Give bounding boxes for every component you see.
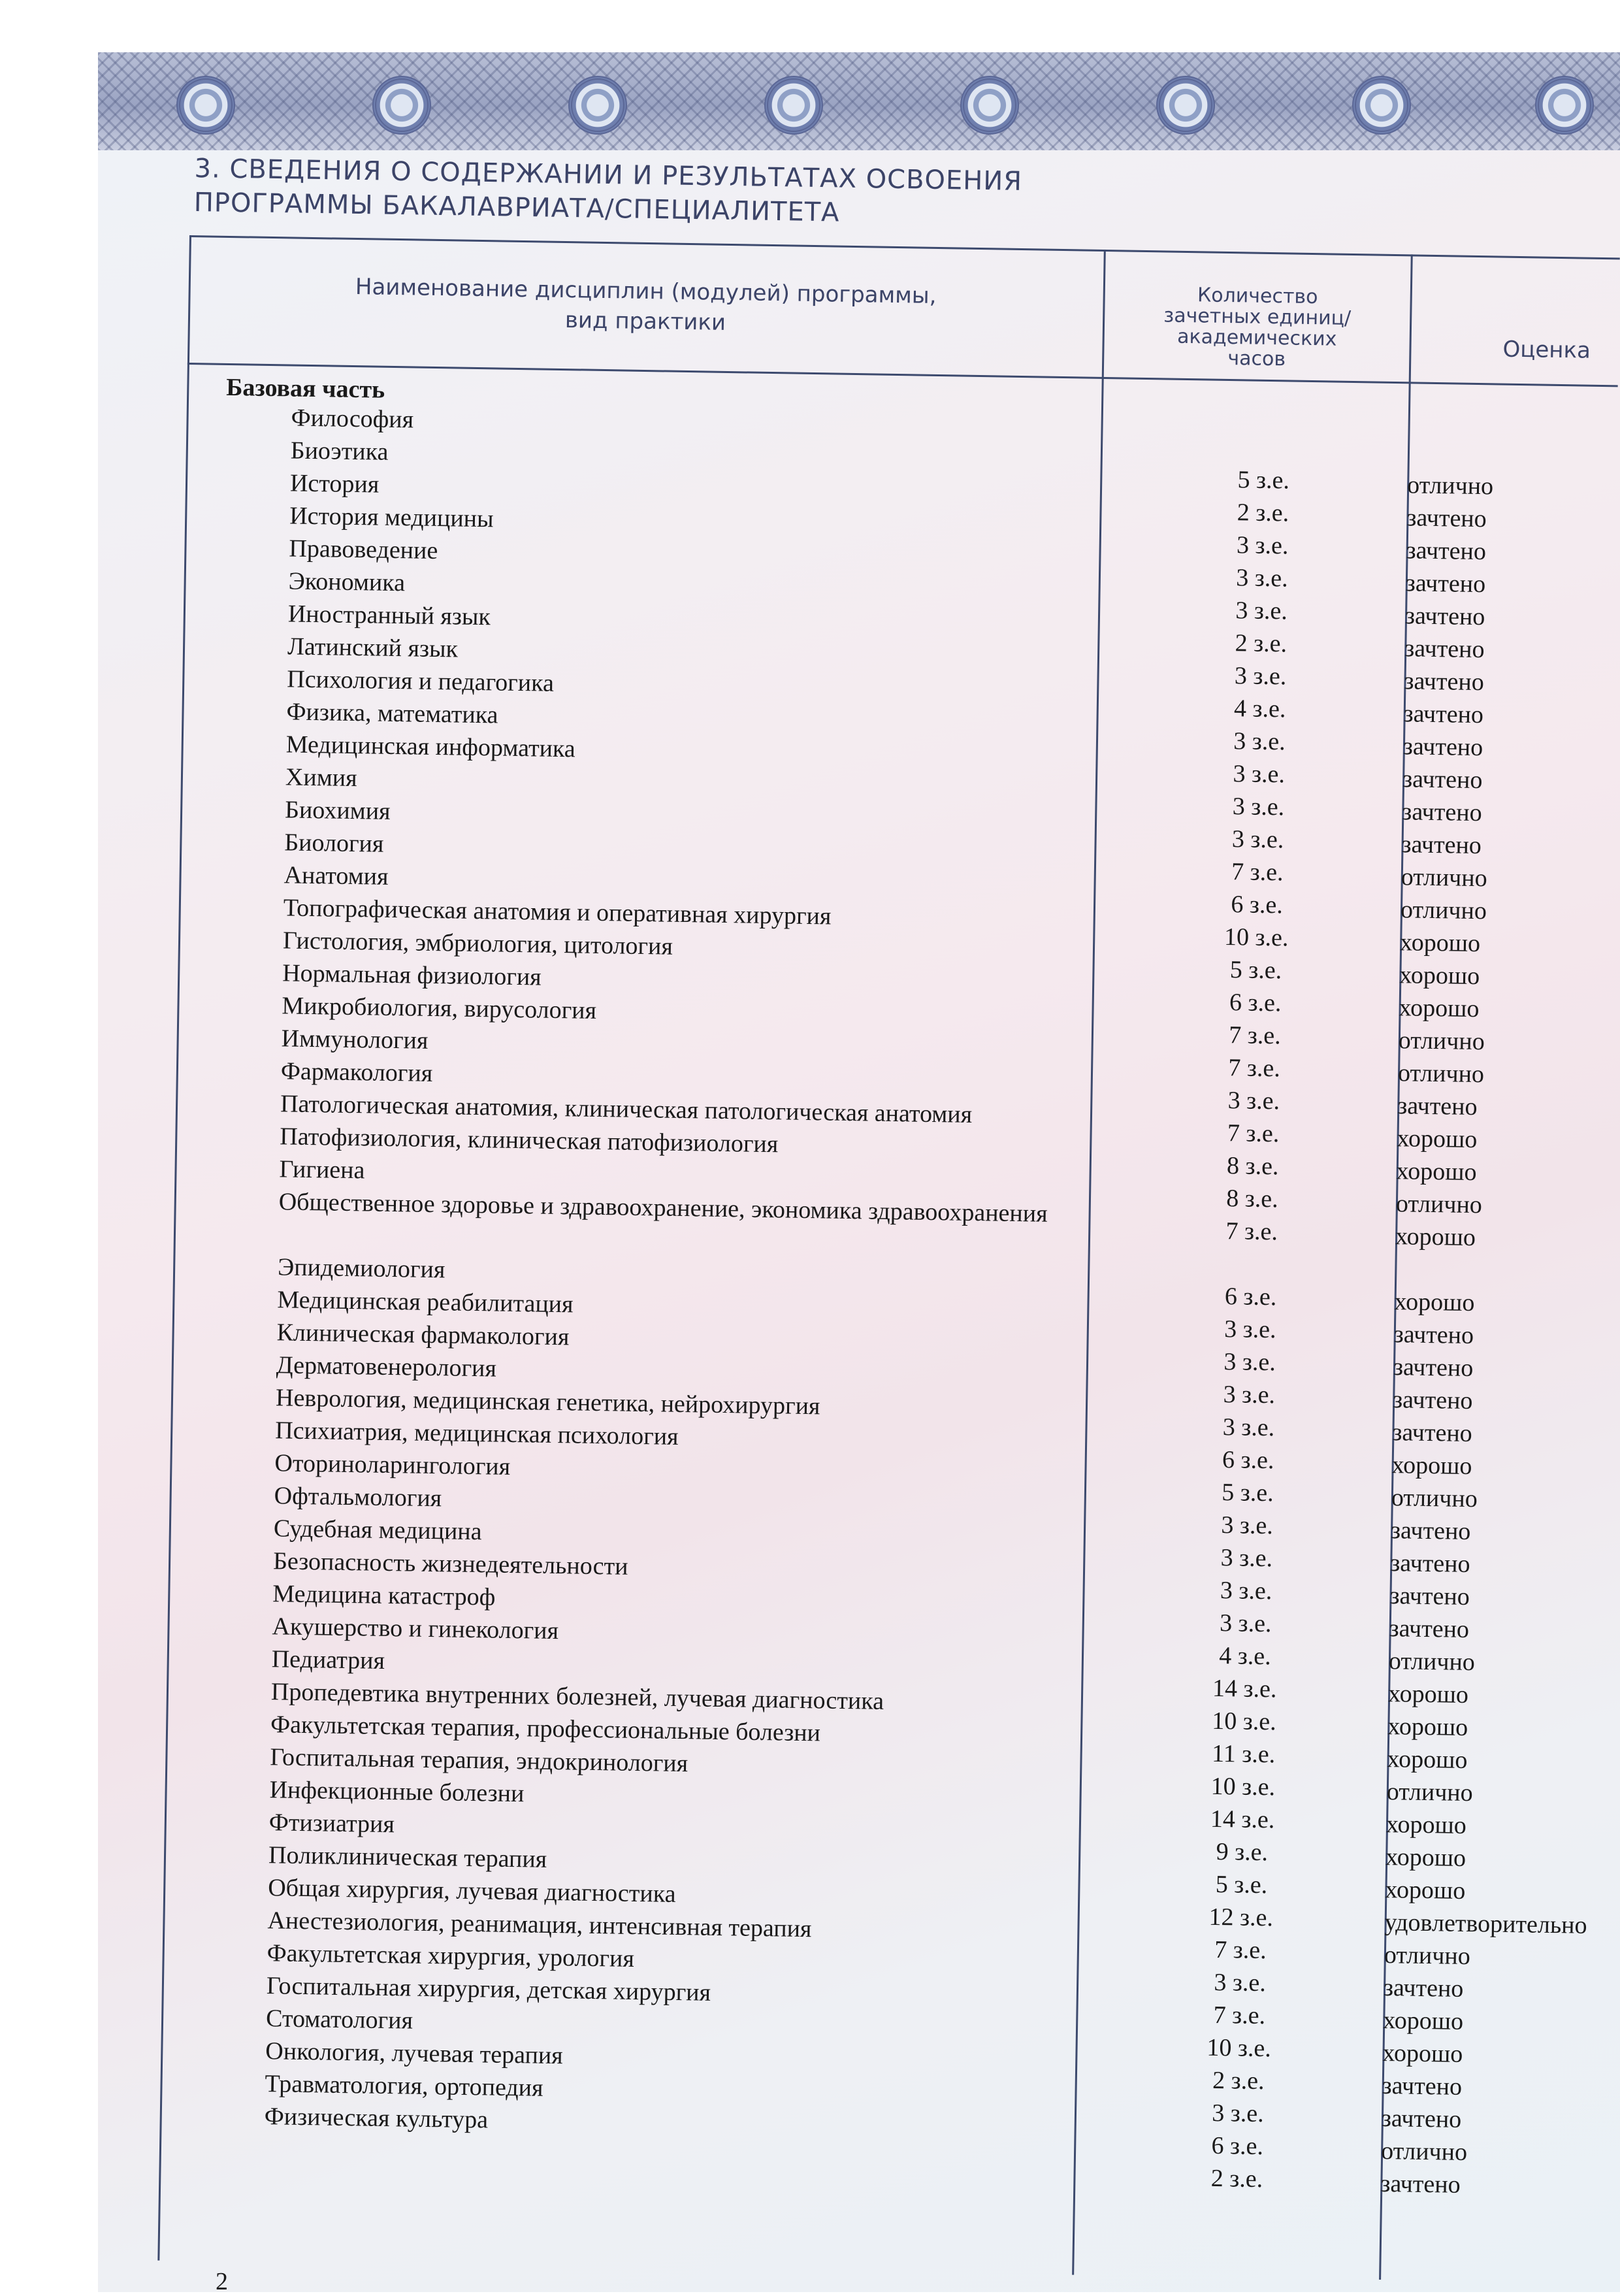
credit-units: 2 з.е. <box>1235 629 1288 658</box>
discipline-name: Эпидемиология <box>277 1253 446 1284</box>
discipline-name: История медицины <box>289 502 494 533</box>
discipline-name: Факультетская хирургия, урология <box>267 1939 635 1973</box>
section-heading <box>193 152 1022 233</box>
grade: хорошо <box>1396 1157 1477 1187</box>
heading-line-2: ПРОГРАММЫ БАКАЛАВРИАТА/СПЕЦИАЛИТЕТА <box>193 187 840 228</box>
discipline-name: История <box>289 469 380 499</box>
discipline-name: Топографическая анатомия и оперативная хирургия <box>283 894 832 930</box>
discipline-header-line-2: вид практики <box>564 307 726 336</box>
grade: зачтено <box>1404 602 1485 631</box>
credit-units: 2 з.е. <box>1210 2164 1263 2193</box>
discipline-name: Госпитальная хирургия, детская хирургия <box>266 1972 711 2007</box>
grade: хорошо <box>1385 1811 1467 1840</box>
credit-units: 6 з.е. <box>1229 989 1282 1017</box>
credit-units: 3 з.е. <box>1219 1609 1272 1638</box>
credits-header-line-4: часов <box>1227 346 1286 371</box>
discipline-name: Физическая культура <box>264 2103 489 2134</box>
credit-units: 3 з.е. <box>1227 1087 1280 1115</box>
discipline-name: Патологическая анатомия, клиническая патологическая анатомия <box>280 1090 973 1128</box>
credit-units: 7 з.е. <box>1227 1119 1280 1148</box>
credit-units: 3 з.е. <box>1221 1511 1274 1540</box>
heading-line-1: 3. СВЕДЕНИЯ О СОДЕРЖАНИИ И РЕЗУЛЬТАТАХ ОСВОЕНИЯ <box>194 153 1023 197</box>
discipline-name: Поликлиническая терапия <box>268 1841 547 1873</box>
credit-units: 8 з.е. <box>1226 1185 1279 1213</box>
discipline-name: Клиническая фармакология <box>276 1319 570 1351</box>
grade: зачтено <box>1403 700 1484 729</box>
discipline-name: Госпитальная терапия, эндокринология <box>270 1743 688 1778</box>
discipline-name: Физика, математика <box>286 698 498 729</box>
grade: отлично <box>1391 1484 1478 1513</box>
discipline-name: Химия <box>285 763 357 793</box>
grade: зачтено <box>1381 2105 1462 2133</box>
discipline-name: Биохимия <box>284 796 391 825</box>
grade: зачтено <box>1392 1419 1473 1448</box>
rosette-icon <box>764 76 823 135</box>
rosette-icon <box>568 76 627 135</box>
discipline-name: Офтальмология <box>274 1482 442 1513</box>
credit-units: 7 з.е. <box>1225 1217 1278 1246</box>
rosette-icon <box>1156 76 1215 135</box>
credit-units: 9 з.е. <box>1216 1837 1269 1867</box>
discipline-name: Психология и педагогика <box>287 665 555 697</box>
disciplines-table <box>157 235 1620 2289</box>
credit-units: 3 з.е. <box>1232 793 1285 821</box>
credit-units: 14 з.е. <box>1212 1674 1277 1703</box>
discipline-name: Онкология, лучевая терапия <box>265 2037 564 2070</box>
grade: хорошо <box>1394 1288 1475 1317</box>
grade: зачтено <box>1404 634 1485 664</box>
discipline-name: Дерматовенерология <box>276 1351 497 1383</box>
credit-units: 3 з.е. <box>1235 564 1288 593</box>
credit-units: 3 з.е. <box>1234 662 1287 691</box>
grade: отлично <box>1386 1778 1474 1807</box>
grade: зачтено <box>1402 798 1482 827</box>
grade: хорошо <box>1385 1843 1466 1872</box>
rosette-icon <box>372 76 431 135</box>
credit-units: 5 з.е. <box>1237 466 1290 495</box>
credit-units: 3 з.е. <box>1223 1381 1276 1409</box>
grade: отлично <box>1401 863 1488 893</box>
discipline-name: Биология <box>284 828 384 858</box>
grade: отлично <box>1398 1026 1485 1056</box>
discipline-name: Оториноларингология <box>274 1449 511 1481</box>
grade: отлично <box>1388 1647 1476 1677</box>
grade: зачтено <box>1382 2072 1463 2101</box>
discipline-name: Экономика <box>288 567 406 597</box>
credit-units: 3 з.е. <box>1223 1315 1276 1344</box>
grade: отлично <box>1397 1059 1485 1089</box>
discipline-name: Медицинская реабилитация <box>277 1286 574 1319</box>
discipline-name: Безопасность жизнедеятельности <box>272 1547 628 1581</box>
grade: хорошо <box>1387 1745 1468 1775</box>
credit-units: 3 з.е. <box>1212 2099 1265 2128</box>
grade: хорошо <box>1399 928 1481 958</box>
discipline-name: Пропедевтика внутренних болезней, лучевая диагностика <box>270 1678 884 1715</box>
grade: отлично <box>1380 2137 1468 2167</box>
credit-units: 7 з.е. <box>1214 1935 1267 1965</box>
grade: хорошо <box>1387 1680 1469 1709</box>
grade: хорошо <box>1391 1451 1472 1481</box>
credit-units: 3 з.е. <box>1235 597 1288 625</box>
credit-units: 8 з.е. <box>1226 1152 1279 1181</box>
grade: зачтено <box>1383 1974 1464 2003</box>
rosette-icon <box>1352 76 1411 135</box>
grade: зачтено <box>1402 765 1483 795</box>
grade: зачтено <box>1397 1092 1478 1121</box>
discipline-name: Иностранный язык <box>287 600 491 631</box>
credit-units: 7 з.е. <box>1228 1021 1281 1050</box>
discipline-name: Анатомия <box>284 861 389 891</box>
discipline-rows <box>159 400 1617 2199</box>
credit-units <box>1186 430 1343 433</box>
discipline-name: Философия <box>291 404 414 434</box>
discipline-name: Медицинская информатика <box>285 730 576 763</box>
grade: зачтено <box>1389 1549 1470 1579</box>
rosette-icon <box>960 76 1019 135</box>
discipline-name: Фармакология <box>280 1057 433 1088</box>
grade: хорошо <box>1382 2039 1463 2068</box>
grade: зачтено <box>1401 830 1482 860</box>
discipline-name: Стоматология <box>265 2005 413 2035</box>
grade: зачтено <box>1380 2170 1461 2199</box>
credit-units: 6 з.е. <box>1224 1283 1277 1311</box>
grade: хорошо <box>1385 1876 1466 1905</box>
credit-units: 4 з.е. <box>1233 695 1286 723</box>
grade: удовлетворительно <box>1384 1909 1587 1939</box>
credit-units: 6 з.е. <box>1211 2131 1264 2161</box>
grade: зачтено <box>1393 1353 1474 1383</box>
discipline-column-header <box>188 269 1103 344</box>
section-label-basic-part: Базовая часть <box>226 373 385 404</box>
discipline-name: Инфекционные болезни <box>269 1776 525 1808</box>
discipline-name: Фтизиатрия <box>268 1809 395 1839</box>
discipline-name: Биоэтика <box>290 436 389 466</box>
grade: отлично <box>1395 1190 1483 1219</box>
security-guilloche-border <box>98 52 1620 150</box>
discipline-name: Акушерство и гинекология <box>272 1613 559 1645</box>
discipline-name: Неврология, медицинская генетика, нейрохирургия <box>275 1384 820 1420</box>
discipline-name: Правоведение <box>289 534 438 565</box>
grade: хорошо <box>1395 1222 1476 1252</box>
grade: зачтено <box>1393 1320 1474 1350</box>
discipline-name: Микробиология, вирусология <box>282 992 597 1025</box>
grade: зачтено <box>1390 1517 1471 1546</box>
rosette-icon <box>176 76 235 135</box>
grade-column-header <box>1411 333 1619 366</box>
credits-header-line-2: зачетных единиц/ <box>1163 304 1352 330</box>
credit-units: 10 з.е. <box>1210 1772 1276 1801</box>
grade: зачтено <box>1402 732 1483 762</box>
grade: зачтено <box>1404 667 1485 697</box>
discipline-name: Нормальная физиология <box>282 959 542 991</box>
credit-units: 3 з.е. <box>1222 1413 1275 1442</box>
discipline-name: Травматология, ортопедия <box>265 2070 543 2102</box>
discipline-name: Иммунология <box>281 1025 429 1055</box>
credits-header-line-1: Количество <box>1197 284 1318 309</box>
grade: хорошо <box>1399 961 1480 991</box>
grade: отлично <box>1384 1941 1471 1971</box>
grade: отлично <box>1400 896 1487 925</box>
discipline-name: Общая хирургия, лучевая диагностика <box>267 1874 676 1909</box>
credit-units: 7 з.е. <box>1231 858 1284 887</box>
credit-units: 3 з.е. <box>1231 825 1284 854</box>
credit-units: 5 з.е. <box>1221 1479 1274 1507</box>
grade: зачтено <box>1406 504 1487 533</box>
credit-units: 6 з.е. <box>1222 1446 1274 1475</box>
grade: хорошо <box>1387 1713 1468 1742</box>
credit-units: 11 з.е. <box>1211 1739 1276 1769</box>
discipline-name: Судебная медицина <box>273 1515 482 1546</box>
credit-units: 4 з.е. <box>1219 1642 1272 1671</box>
credit-units: 3 з.е. <box>1223 1348 1276 1377</box>
discipline-name: Психиатрия, медицинская психология <box>274 1417 679 1451</box>
grade: зачтено <box>1405 569 1486 599</box>
grade: зачтено <box>1406 536 1487 566</box>
credit-units: 5 з.е. <box>1229 956 1282 985</box>
credit-units: 12 з.е. <box>1208 1903 1274 1932</box>
credit-units: 10 з.е. <box>1211 1707 1276 1736</box>
discipline-name: Анестезиология, реанимация, интенсивная терапия <box>267 1907 812 1943</box>
grade: зачтено <box>1389 1615 1470 1644</box>
credits-header-line-3: академических <box>1176 325 1337 351</box>
credit-units: 7 з.е. <box>1213 2001 1266 2030</box>
credit-units: 6 з.е. <box>1231 891 1284 919</box>
credits-column-header <box>1104 284 1410 372</box>
discipline-header-line-1: Наименование дисциплин (модулей) программы, <box>355 274 937 309</box>
discipline-name: Педиатрия <box>271 1645 385 1675</box>
page-number: 2 <box>216 2268 228 2295</box>
discipline-name: Патофизиология, клиническая патофизиология <box>280 1123 779 1158</box>
credit-units: 5 з.е. <box>1215 1870 1268 1899</box>
grade: хорошо <box>1399 994 1480 1023</box>
credit-units: 3 з.е. <box>1214 1968 1267 1997</box>
discipline-name: Гистология, эмбриология, цитология <box>282 927 673 960</box>
discipline-name: Латинский язык <box>287 632 459 663</box>
discipline-name: Общественное здоровье и здравоохранение, экономика здравоохранения <box>278 1188 1048 1228</box>
grade-header-label: Оценка <box>1502 336 1591 364</box>
credit-units: 14 з.е. <box>1210 1805 1275 1834</box>
credit-units: 3 з.е. <box>1233 727 1286 756</box>
credit-units: 7 з.е. <box>1228 1054 1281 1083</box>
grade: зачтено <box>1392 1386 1473 1415</box>
discipline-name: Факультетская терапия, профессиональные болезни <box>270 1711 821 1747</box>
grade: хорошо <box>1397 1124 1478 1154</box>
discipline-name: Медицина катастроф <box>272 1580 496 1611</box>
grade: хорошо <box>1382 2007 1464 2035</box>
credit-units: 3 з.е. <box>1220 1544 1273 1573</box>
credit-units: 2 з.е. <box>1212 2066 1265 2095</box>
credit-units: 10 з.е. <box>1207 2033 1272 2063</box>
credit-units: 3 з.е. <box>1220 1577 1272 1605</box>
grade: зачтено <box>1389 1582 1470 1611</box>
credit-units: 3 з.е. <box>1233 760 1286 789</box>
credit-units: 2 з.е. <box>1237 499 1289 527</box>
credit-units: 10 з.е. <box>1223 923 1289 952</box>
discipline-name: Гигиена <box>279 1155 365 1185</box>
rosette-icon <box>1535 76 1594 135</box>
grade: отлично <box>1406 471 1494 500</box>
credit-units: 3 з.е. <box>1236 531 1289 560</box>
